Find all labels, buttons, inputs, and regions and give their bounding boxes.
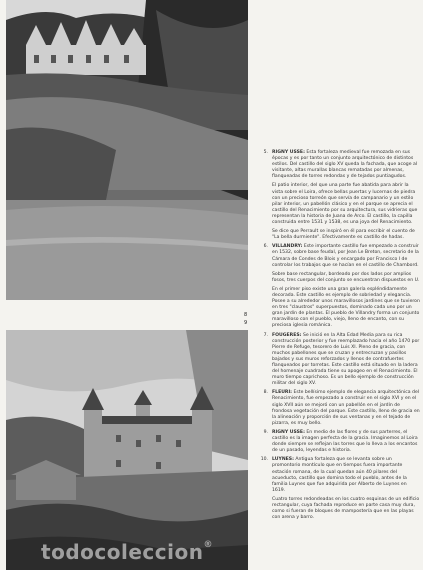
caption-body xyxy=(272,390,421,427)
caption-title: FLEURI: xyxy=(272,390,293,396)
caption-title: VILLANDRY: xyxy=(272,244,303,250)
caption-text: En medio de las flores y de sus parterres, el castillo es la imagen perfecta de la gracia. Imaginemos al Loira donde siempre se reflejan las torres que lo lleva a los encantos de un pasado, leyendas e historia. xyxy=(272,429,418,454)
caption-text: Antigua fortaleza que se levanta sobre un promontorio montículo que en tiempos fuera importante estación romana, de la cual quedan aún 40 pilares del acueducto, castillo que domina todo el pueblo, antes de la familia Luynes que fue adquirida por Alberto de Luynes en 1619. xyxy=(272,457,407,493)
caption-fougeres xyxy=(256,333,421,388)
caption-body xyxy=(272,333,421,388)
caption-text: Este importante castillo fue empezado a construir en 1532, sobre base feudal, por Jean Le Breton, secretario de la Cámara de Condes de Blois y encargado por Francisco I de controlar los trabajos que se hacían en el castillo de Chambord. xyxy=(272,244,419,268)
caption-body xyxy=(272,150,421,180)
page-number-left: 8 xyxy=(244,312,248,318)
caption-fleuri xyxy=(256,390,421,427)
caption-number: 7. xyxy=(263,332,268,338)
chateau-river-photo xyxy=(6,0,248,300)
caption-body xyxy=(272,244,421,268)
caption-number: 10. xyxy=(260,457,268,463)
caption-luynes xyxy=(256,457,421,494)
caption-villandry xyxy=(256,244,421,268)
caption-paragraph: El patio interior, del que una parte fue abatida para abrir la vista sobre el Loira, ofrece bellas puertas y lucernas de piedra con un precioso torreón que servía de campanario y un estilo pilar interior, un pabellón clásico y en el parque se aprecia el castillo del Renacimiento por su arquitectura, sus vidrieras que representan la historia de Juana de Arco. El castillo, la capilla construida entre 1531 y 1538, es una joya del Renacimiento. xyxy=(272,183,418,226)
caption-title: RIGNY USSE: xyxy=(272,429,305,435)
caption-paragraph: Cuatro torres redondeadas en los cuatro esquinas de un edificio rectangular, cuya fachada reproduce en parte casa muy dura, como si fueran de bloques de mampostería que en las playas con arena y barro. xyxy=(272,496,420,521)
caption-body xyxy=(272,430,421,454)
caption-paragraph: En el primer piso existe una gran galería espléndidamente decorada. Este castillo es ejemplo de sobriedad y elegancia. Posee a su alrededor unos maravillosos jardines que se tuvieron en tres "claustros" superpuestos, dominado cada uno por un gran jardín de plantas. El pueblo de Villandry forma un conjunto maravilloso con el pueblo, viejo, lleno de encanto, con su preciosa iglesia románica. xyxy=(272,286,420,329)
caption-paragraph: Se dice que Perrault se inspiró en él para escribir el cuento de "La bella durmiente". Efectivamente es castillo de hadas. xyxy=(272,229,415,241)
caption-title: FOUGERES: xyxy=(272,332,302,338)
caption-title: RIGNY USSE: xyxy=(272,150,305,155)
watermark xyxy=(6,540,248,564)
caption-number: 8. xyxy=(263,390,268,396)
watermark-mark: ® xyxy=(203,540,213,550)
caption-title: LUYNES: xyxy=(272,457,294,463)
castle-towers-image xyxy=(6,330,248,570)
caption-number: 5. xyxy=(263,150,268,155)
caption-paragraph: Sobre base rectangular, bordeado por dos lados por amplios fosos, tres cuerpos del conjunto se encuentran dispuestos en U. xyxy=(272,271,420,283)
captions-column xyxy=(256,150,421,524)
page-number-right: 9 xyxy=(244,320,248,326)
caption-number: 6. xyxy=(263,244,268,250)
caption-rigny-usse-2 xyxy=(256,430,421,454)
chateau-river-image xyxy=(6,0,248,300)
caption-body xyxy=(272,457,421,494)
caption-text: Esta fortaleza medieval fue remozada en sus épocas y es por tanto un conjunto arquitectónico de distintos estilos. Del castillo del siglo XV queda la fachada, que acoge al visitante, altas murallas blancas rematadas por almenas, flanqueadas de torres redondas y de tejados puntiagudos. xyxy=(272,150,418,180)
caption-text: Este bellísimo ejemplo de elegancia arquitectónica del Renacimiento, fue empezado a construir en el siglo XVI y en el siglo XVII aún se mejoró con un pabellón en el jardín de frondosa vegetación del parque. Este castillo, lleno de gracia en la alineación y proporción de sus ventanas y en el tejado de pizarra, es muy bello. xyxy=(272,390,420,426)
caption-rigny-usse xyxy=(256,150,421,180)
caption-text: Se inició en la Alta Edad Media para su rica construcción posterior y fue reemplazado hacia el año 1470 por Pierre de Refuge, tesorero de Luis XI. Pleno de gracia, con muchos pabellones que se cruzan y entrecruzan y pasillos bajados y sus muros reforzados y llenos de contrafuertes flanqueados por torretas. Este castillo está situado en la ladera del homenaje cuadrada tiene su apogeo en el Renacimiento. El muro tiempo caprichoso. Es un bello ejemplo de construcción militar del siglo XV. xyxy=(272,332,420,387)
caption-number: 9. xyxy=(263,429,268,435)
castle-towers-photo xyxy=(6,330,248,570)
watermark-text: todocoleccion xyxy=(41,540,204,564)
